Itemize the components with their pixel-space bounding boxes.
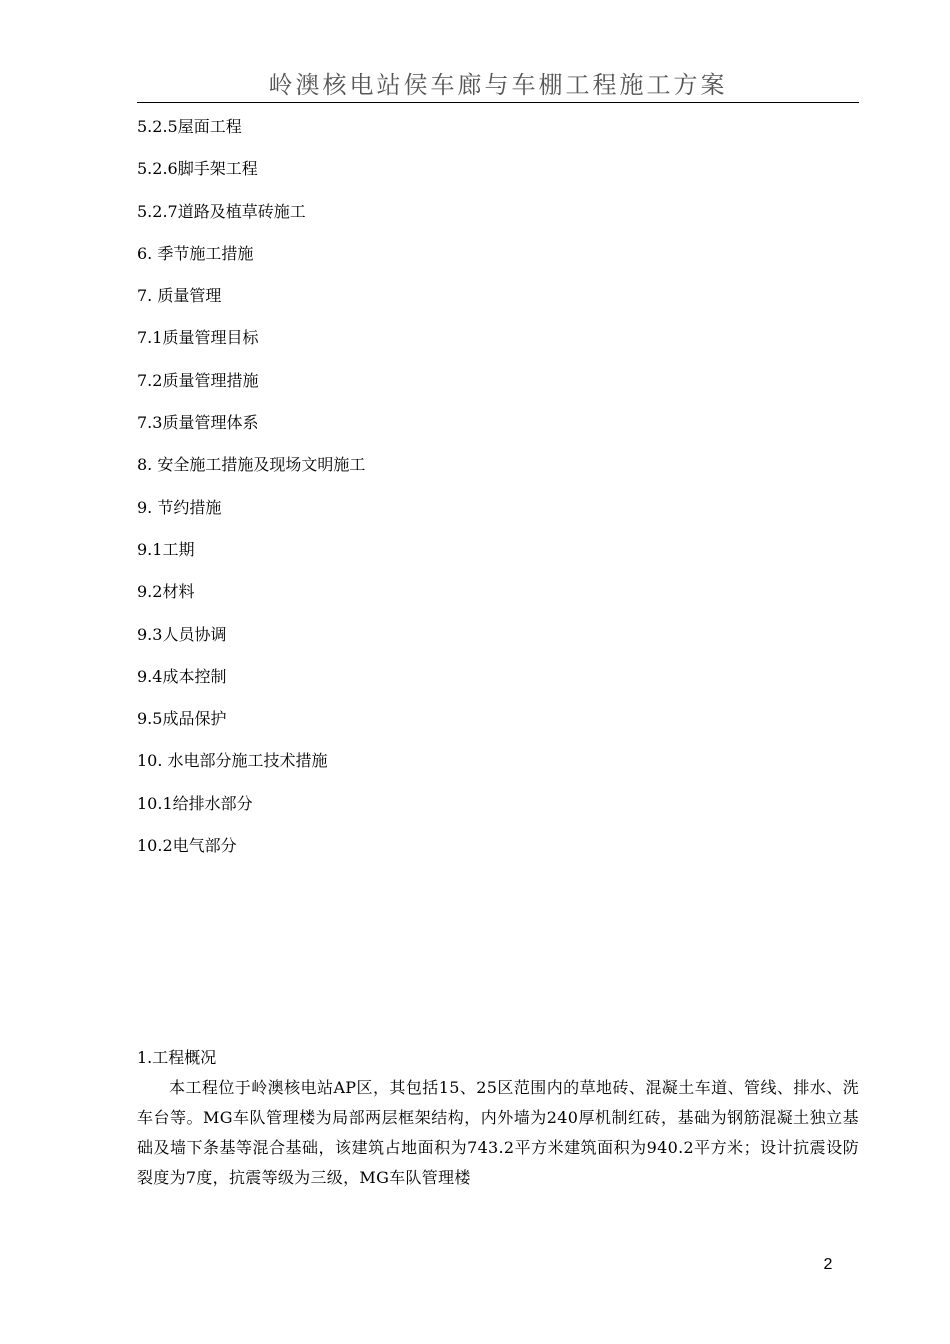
toc-item: 10. 水电部分施工技术措施 <box>137 751 328 771</box>
toc-item: 7.2质量管理措施 <box>137 370 259 390</box>
toc-item: 5.2.5屋面工程 <box>137 117 242 136</box>
toc-item: 9. 节约措施 <box>137 497 222 517</box>
toc-item: 8. 安全施工措施及现场文明施工 <box>137 455 366 475</box>
toc-item: 9.5成品保护 <box>137 709 227 729</box>
toc-item: 9.3人员协调 <box>137 624 227 644</box>
toc-item: 6. 季节施工措施 <box>137 243 254 263</box>
toc-item: 7. 质量管理 <box>137 286 222 306</box>
toc-item: 9.2材料 <box>137 582 195 602</box>
toc-item: 5.2.6脚手架工程 <box>137 159 258 179</box>
toc-item: 9.4成本控制 <box>137 666 227 686</box>
project-overview-section <box>137 1043 859 1193</box>
toc-item: 7.3质量管理体系 <box>137 413 259 433</box>
toc-item: 10.2电气部分 <box>137 836 237 856</box>
page-header <box>137 68 859 103</box>
document-title: 岭澳核电站侯车廊与车棚工程施工方案 <box>268 71 728 99</box>
section-heading: 1.工程概况 <box>137 1048 217 1067</box>
toc-item: 5.2.7道路及植草砖施工 <box>137 201 306 221</box>
toc-item: 9.1工期 <box>137 539 195 559</box>
toc-item: 10.1给排水部分 <box>137 793 253 813</box>
table-of-contents <box>137 106 859 867</box>
page-number: 2 <box>823 1256 833 1273</box>
body-paragraph: 本工程位于岭澳核电站AP区，其包括15、25区范围内的草地砖、混凝土车道、管线、排水、洗车台等。MG车队管理楼为局部两层框架结构，内外墙为240厚机制红砖，基础为钢筋混凝土独立基础及墙下条基等混合基础，该建筑占地面积为743.2平方米建筑面积为940.2平方米；设计抗震设防裂度为7度，抗震等级为三级，MG车队管理楼 <box>137 1078 859 1187</box>
toc-item: 7.1质量管理目标 <box>137 328 259 348</box>
